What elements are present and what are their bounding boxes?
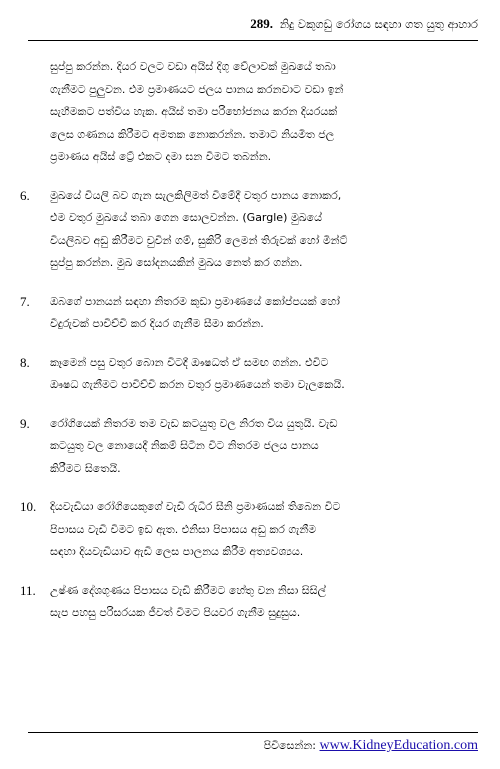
footer-divider bbox=[28, 732, 478, 733]
list-item bbox=[20, 580, 478, 625]
page-footer bbox=[264, 736, 478, 756]
footer-label: පිවිසෙන්න: bbox=[263, 739, 316, 752]
paragraph-line: උෂ්ණ දේශගුණය පිපාසය වැඩි කිරීමට හේතු වන නිසා සිසිල් bbox=[50, 583, 326, 597]
paragraph-line: වීදුරුවක් පාවිච්චි කර දියර ගැනීම සීමා කරන්න. bbox=[50, 317, 264, 330]
list-item bbox=[20, 352, 478, 397]
header-divider bbox=[28, 40, 478, 41]
item-number: 9. bbox=[20, 415, 30, 431]
paragraph-line: එම වතුර මුඛයේ තබා ගෙන සොලවන්න. (Gargle) මුඛයේ bbox=[50, 211, 323, 224]
paragraph-line: කෑමෙන් පසු වතුර බොන විටදී ඖෂධත් ඒ සමඟ ගන්න. එවිට bbox=[50, 355, 329, 369]
item-number: 6. bbox=[20, 187, 30, 203]
paragraph-line: ලෙස ගණනය කිරීමට අමතක නොකරන්න. තමාට නියමිත ජල bbox=[50, 127, 335, 141]
paragraph-line: ඔබගේ පානයන් සඳහා නිතරම කුඩා ප්‍රමාණයේ කෝප්පයක් හෝ bbox=[50, 294, 340, 308]
paragraph-line: දියවැඩියා රෝගියෙකුගේ වැඩි රුධිර සීනි ප්‍රමාණයක් තිබෙන විට bbox=[50, 500, 341, 513]
paragraph-line: ගැනීමට පුලුවන. එම ප්‍රමාණයට ජලය පානය කරනවාට වඩා ඉන් bbox=[50, 82, 344, 96]
item-number: 10. bbox=[20, 499, 37, 514]
page-header bbox=[28, 10, 478, 38]
page-body bbox=[20, 56, 478, 641]
paragraph-line: සුප්පු කරන්න. මුඛ සෝදනයකින් මුඛය නෙත් කර ගන්න. bbox=[50, 256, 303, 269]
paragraph-line: කිරීමට සිතෙයි. bbox=[50, 461, 121, 475]
paragraph-line: සැප පහසු පරිසරයක ජීවත් වීමට පියවර ගැනීම සුදුසුය. bbox=[50, 606, 301, 619]
list-item bbox=[20, 56, 478, 169]
paragraph-line: රෝගියෙක් නිතරම තම වැඩ කටයුතු වල නිරත විය යුතුයි. වැඩ bbox=[50, 416, 338, 430]
paragraph-line: කටයුතු වල නොයෙදී නිකම් සිටින විට නිතරම ජලය පානය bbox=[50, 439, 319, 452]
website-link[interactable]: www.KidneyEducation.com bbox=[319, 738, 478, 753]
list-item bbox=[20, 185, 478, 275]
item-number: 11. bbox=[20, 582, 36, 598]
paragraph-line: ප්‍රමාණය අයිස් ට්‍රේ එකට දමා ඝන වීමට තබන්න. bbox=[50, 150, 272, 163]
paragraph-line: පිපාසය වැඩි වීමට ඉඩ ඇත. එනිසා පිපාසය අඩු කර ගැනීම bbox=[50, 522, 317, 536]
paragraph-line: සැහීමකට පත්විය හැක. අයිස් තමා පරිභෝජනය කරන දියරයක් bbox=[50, 105, 338, 118]
paragraph-line: සඳහා දියවැඩියාව ඇඩි ලෙස පාලනය කිරීම අත්‍යවශ්‍යය. bbox=[50, 545, 304, 558]
page-number: 289. bbox=[250, 16, 274, 31]
chapter-title: නිදු වකුගඩු රෝගය සඳහා ගත යුතු ආහාර bbox=[279, 17, 478, 31]
paragraph-line: වියලිබව අඩු කිරීමට චුවින් ගම්, සුකිරි ලෙමන් තිරුවක් හෝ මින්ට් bbox=[50, 233, 348, 247]
item-number: 8. bbox=[20, 354, 30, 370]
item-number: 7. bbox=[20, 293, 30, 309]
paragraph-line: සුප්පු කරන්න. දියර වලට වඩා අයිස් දිගු වේලාවක් මුඛයේ තබා bbox=[50, 60, 336, 73]
list-item bbox=[20, 291, 478, 336]
paragraph-line: ඖෂධ ගැනීමට පාවිච්චි කරන වතුර ප්‍රමාණයෙන් තමා වැලකෙයි. bbox=[50, 378, 345, 391]
list-item bbox=[20, 496, 478, 564]
paragraph-line: මුඛයේ වියලි බව ගැන සැලකිලිමත් විමේදී වතුර පානය නොකර, bbox=[50, 188, 342, 202]
list-item bbox=[20, 413, 478, 481]
